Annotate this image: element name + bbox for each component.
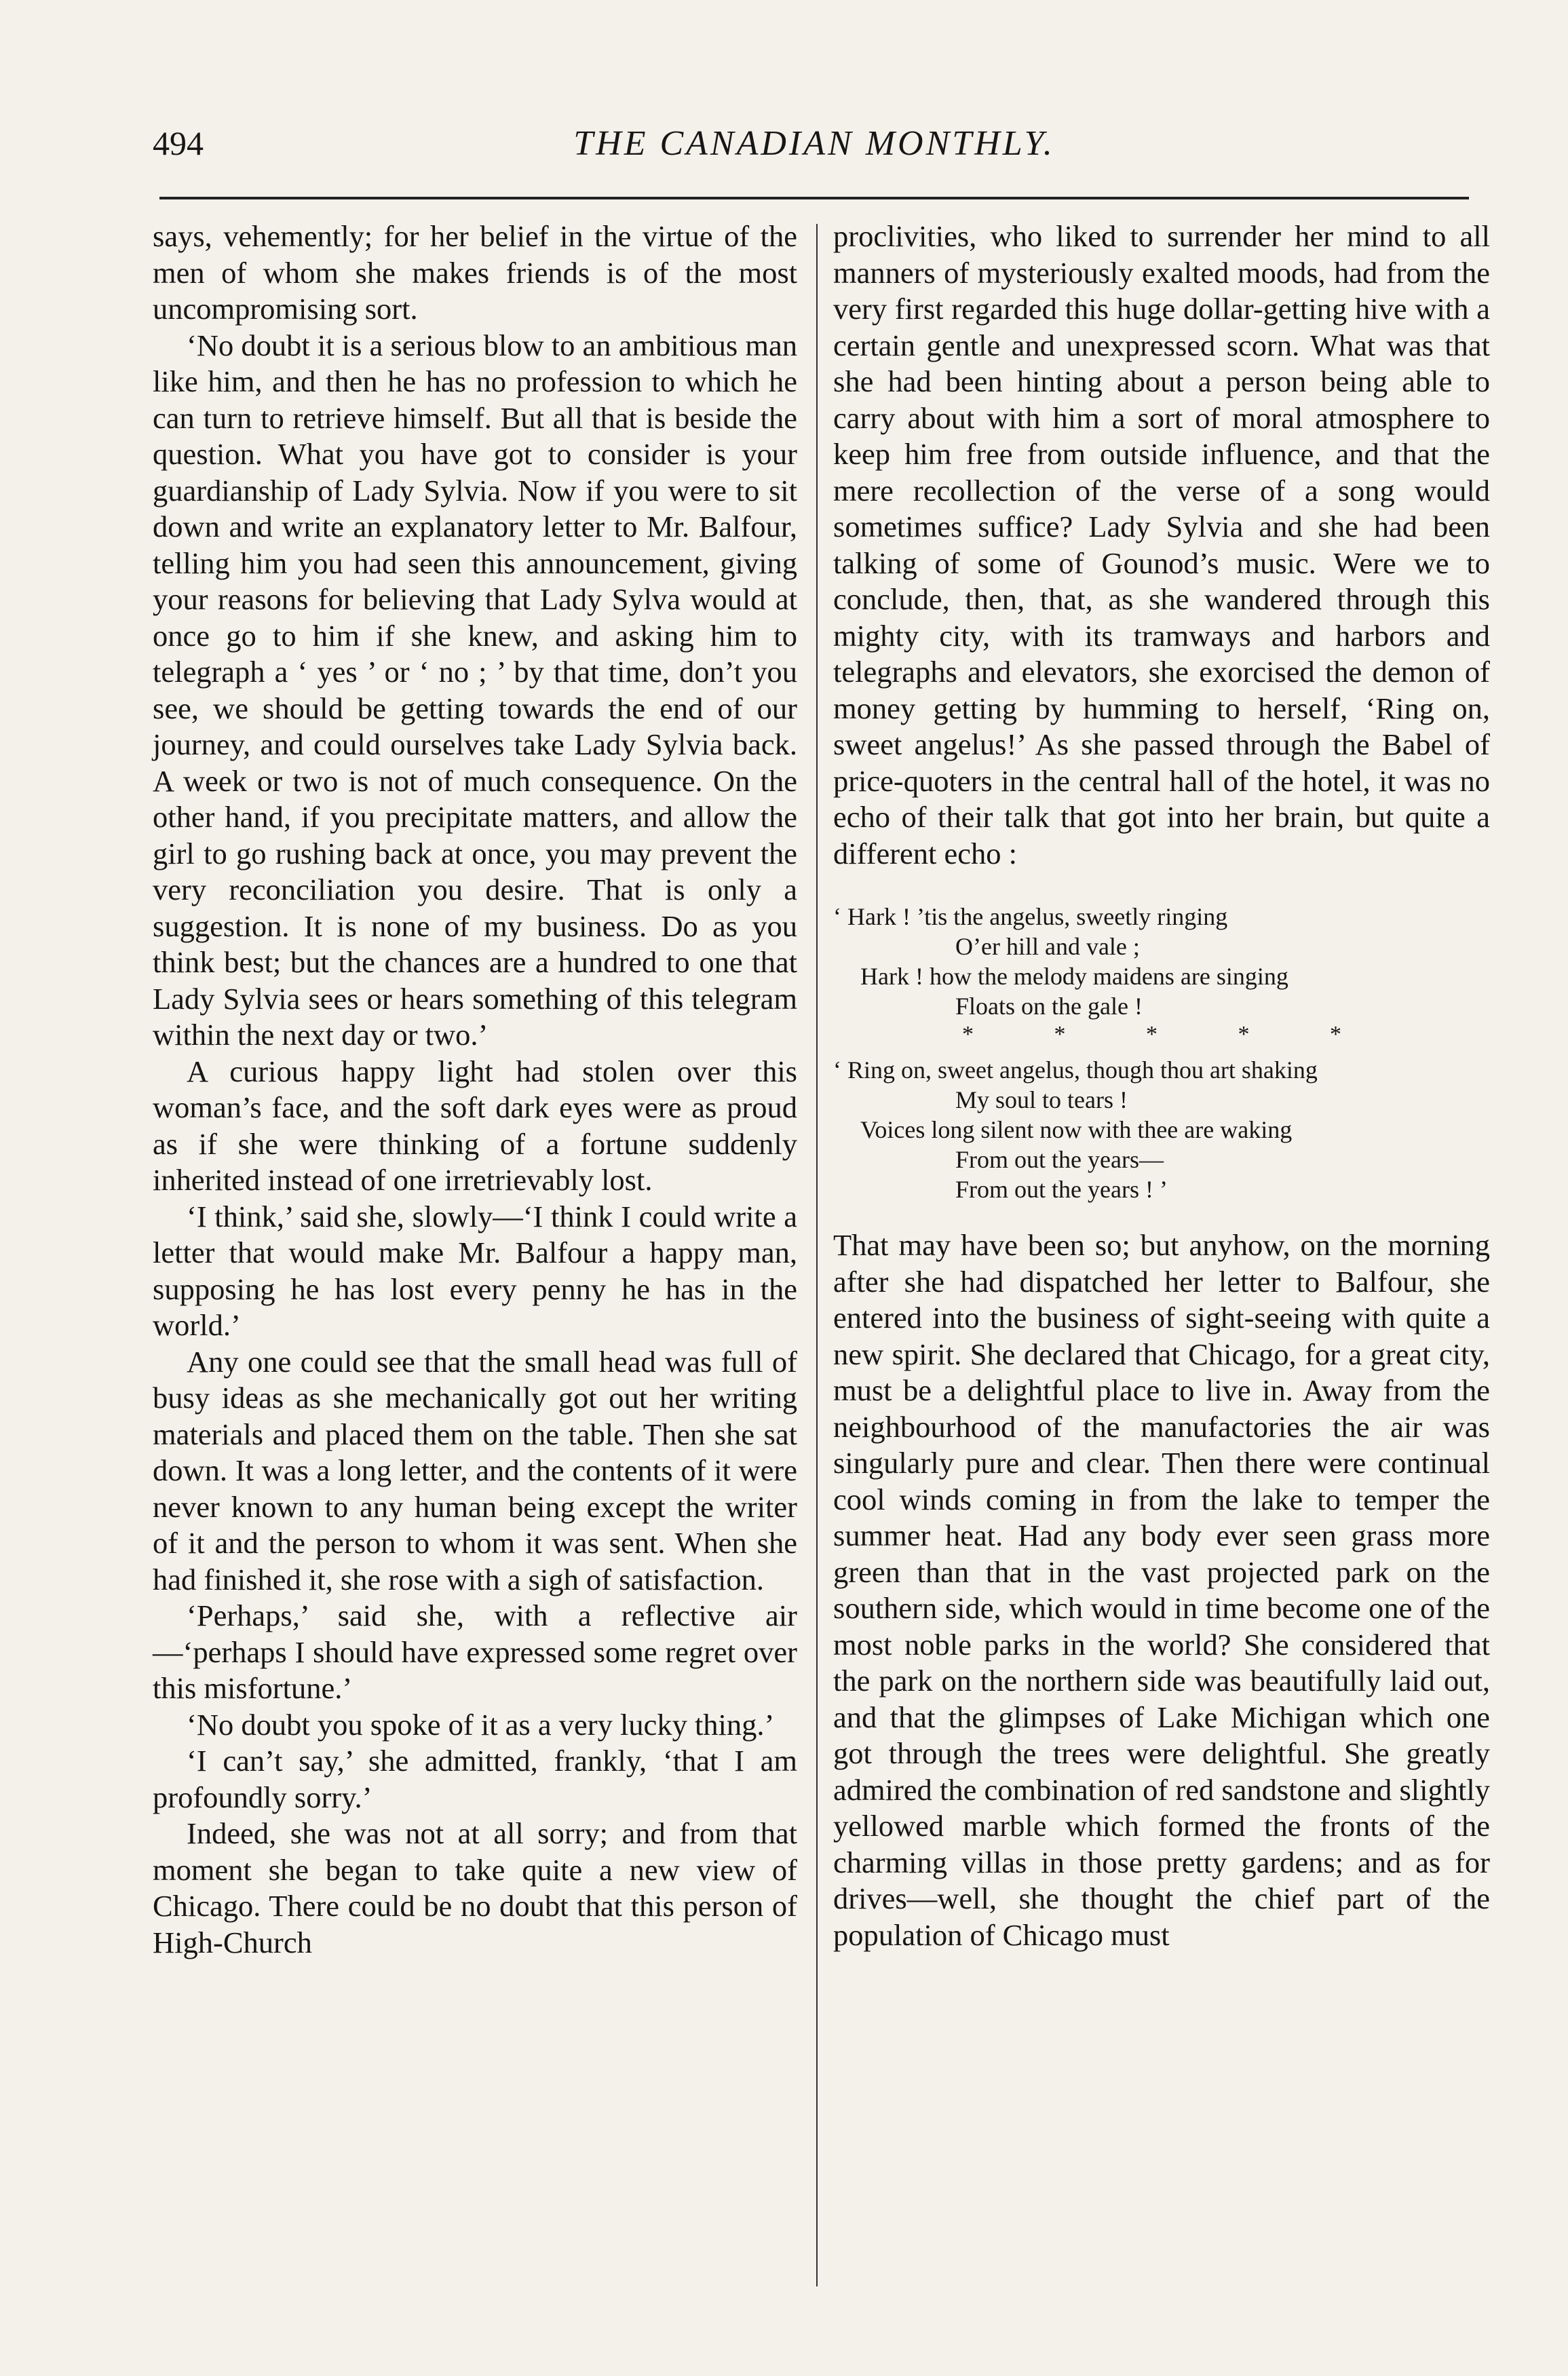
poem-verse: [833, 902, 1490, 1204]
poem-line: O’er hill and vale ;: [955, 933, 1140, 960]
paragraph: ‘No doubt you spoke of it as a very lucky thing.’: [187, 1707, 775, 1742]
header-rule: [159, 197, 1469, 199]
paragraph: Indeed, she was not at all sorry; and from that moment she began to take quite a new view of Chicago. There could be no doubt that this person of High-Church: [153, 1816, 797, 1959]
paragraph: ‘I think,’ said she, slowly—‘I think I could write a letter that would make Mr. Balfour a happy man, supposing he has lost every penny he has in the world.’: [153, 1199, 797, 1342]
left-column: [153, 218, 797, 1961]
page-number: 494: [153, 124, 204, 162]
poem-line: Hark ! how the melody maidens are singing: [860, 963, 1288, 990]
running-title: THE CANADIAN MONTHLY.: [573, 124, 1055, 163]
paragraph: ‘I can’t say,’ she admitted, frankly, ‘that I am profoundly sorry.’: [153, 1744, 797, 1814]
page-header: [153, 110, 1476, 171]
paragraph: That may have been so; but anyhow, on the morning after she had dispatched her letter to Balfour, she entered into the business of sight-seeing with quite a new spirit. She declared that Chicago, for a great city, must be a delightful place to live in. Away from the neighbourhood of the manufactories the air was singularly pure and clear. Then there were continual cool winds coming in from the lake to temper the summer heat. Had any body ever seen grass more green than that in the vast projected park on the southern side, which would in time become one of the most noble parks in the world? She considered that the park on the northern side was beautifully laid out, and that the glimpses of Lake Michigan which one got through the trees were delightful. She greatly admired the combination of red sandstone and slightly yellowed marble which formed the fronts of the charming villas in those pretty gardens; and as for drives—well, she thought the chief part of the population of Chicago must: [833, 1228, 1490, 1952]
paragraph: ‘No doubt it is a serious blow to an ambitious man like him, and then he has no profession to which he can turn to retrieve himself. But all that is beside the question. What you have got to consider is your guardianship of Lady Sylvia. Now if you were to sit down and write an explanatory letter to Mr. Balfour, telling him you had seen this announcement, giving your reasons for believing that Lady Sylva would at once go to him if she knew, and asking him to telegraph a ‘ yes ’ or ‘ no ; ’ by that time, don’t you see, we should be getting towards the end of our journey, and could ourselves take Lady Sylvia back. A week or two is not of much consequence. On the other hand, if you precipitate matters, and allow the girl to go rushing back at once, you may prevent the very reconciliation you desire. That is only a suggestion. It is none of my business. Do as you think best; but the chances are a hundred to one that Lady Sylvia sees or hears something of this telegram within the next day or two.’: [153, 328, 797, 1052]
poem-line: Voices long silent now with thee are waking: [860, 1116, 1293, 1143]
paragraph: Any one could see that the small head was full of busy ideas as she mechanically got out her writing materials and placed them on the table. Then she sat down. It was a long letter, and the contents of it were never known to any human being except the writer of it and the person to whom it was sent. When she had finished it, she rose with a sigh of satisfaction.: [153, 1344, 797, 1596]
poem-line: From out the years ! ’: [955, 1176, 1168, 1203]
poem-line: Floats on the gale !: [955, 993, 1143, 1020]
paragraph: proclivities, who liked to surrender her mind to all manners of mysteriously exalted moods, had from the very first regarded this huge dollar-getting hive with a certain gentle and unexpressed scorn. What was that she had been hinting about a person being able to carry about with him a sort of moral atmosphere to keep him free from outside influence, and that the mere recollection of the verse of a song would sometimes suffice? Lady Sylvia and she had been talking of some of Gounod’s music. Were we to conclude, then, that, as she wandered through this mighty city, with its tramways and harbors and telegraphs and elevators, she exorcised the demon of money getting by humming to herself, ‘Ring on, sweet angelus!’ As she passed through the Babel of price-quoters in the central hall of the hotel, it was no echo of their talk that got into her brain, but quite a different echo :: [833, 219, 1490, 870]
poem-line: From out the years—: [955, 1146, 1164, 1173]
paragraph: A curious happy light had stolen over this woman’s face, and the soft dark eyes were as proud as if she were thinking of a fortune suddenly inherited instead of one irretrievably lost.: [153, 1054, 797, 1197]
poem-line: ‘ Ring on, sweet angelus, though thou art shaking: [833, 1056, 1318, 1084]
column-divider: [816, 224, 818, 2286]
poem-line: My soul to tears !: [955, 1086, 1128, 1113]
stanza-break-asterisks: * * * * *: [962, 1022, 1341, 1047]
poem-line: ‘ Hark ! ’tis the angelus, sweetly ringing: [833, 903, 1228, 930]
right-column: [833, 218, 1490, 1953]
paragraph: ‘Perhaps,’ said she, with a reflective air —‘perhaps I should have expressed some regret over this misfortune.’: [153, 1598, 797, 1705]
paragraph: says, vehemently; for her belief in the virtue of the men of whom she makes friends is of the most uncompromising sort.: [153, 219, 797, 326]
